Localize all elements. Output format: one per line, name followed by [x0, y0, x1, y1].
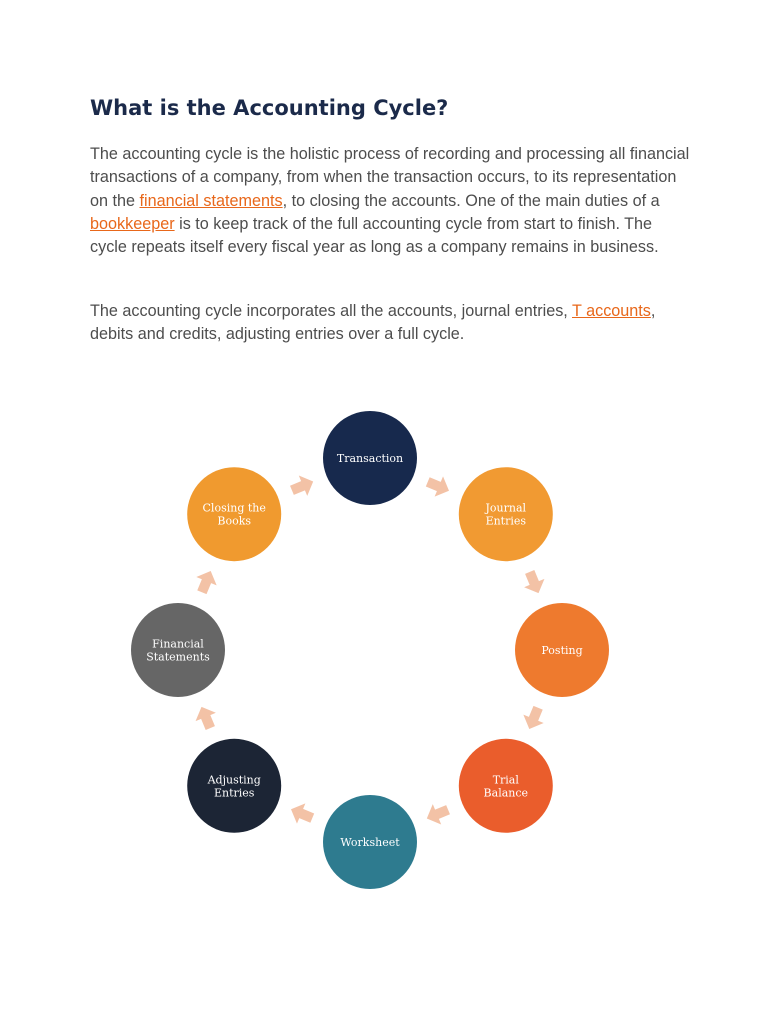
arrow-icon: [192, 567, 221, 597]
cycle-node-closing-the-books: [187, 467, 281, 561]
cycle-svg: [0, 380, 768, 910]
paragraph-text: , to closing the accounts. One of the main duties of a: [282, 191, 660, 210]
cycle-node-trial-balance: [459, 739, 553, 833]
cycle-node-financial-statements: [131, 603, 225, 697]
cycle-node-label: Posting: [541, 644, 583, 657]
cycle-node-label: Journal Entries: [485, 501, 527, 528]
cycle-arrow: [520, 568, 549, 598]
paragraph-text: The accounting cycle is the holistic process of recording and processing all financial transactions of a company, from when the transaction occurs, to its representation on the: [90, 145, 690, 210]
arrow-icon: [519, 704, 548, 734]
intro-paragraph: [90, 143, 690, 259]
paragraph-text: The accounting cycle incorporates all the accounts, journal entries,: [90, 302, 572, 320]
accounting-cycle-diagram: [0, 380, 768, 910]
cycle-arrow: [287, 799, 317, 828]
cycle-node-label: Trial Balance: [483, 773, 529, 800]
cycle-node-label: Transaction: [336, 452, 404, 465]
arrow-icon: [424, 472, 454, 501]
cycle-node-transaction: [323, 411, 417, 505]
paragraph-text: , debits and credits, adjusting entries over a full cycle.: [90, 302, 656, 344]
cycle-arrow: [423, 800, 453, 829]
cycle-node-posting: [515, 603, 609, 697]
arrow-icon: [288, 471, 318, 500]
arrow-icon: [191, 703, 220, 733]
t-accounts-link[interactable]: T accounts: [572, 302, 651, 320]
bookkeeper-link[interactable]: bookkeeper: [90, 214, 175, 233]
cycle-node-journal-entries: [459, 467, 553, 561]
cycle-arrow: [288, 471, 318, 500]
arrow-icon: [287, 799, 317, 828]
cycle-node-label: Adjusting Entries: [207, 773, 261, 800]
arrow-icon: [520, 568, 549, 598]
cycle-node-label: Closing the Books: [202, 501, 266, 528]
cycle-arrow: [191, 703, 220, 733]
financial-statements-link[interactable]: financial statements: [139, 191, 283, 210]
article-title: What is the Accounting Cycle?: [90, 96, 449, 120]
cycle-node-adjusting-entries: [187, 739, 281, 833]
cycle-node-label: Worksheet: [340, 836, 400, 849]
cycle-arrow: [519, 704, 548, 734]
cycle-node-worksheet: [323, 795, 417, 889]
arrow-icon: [423, 800, 453, 829]
second-paragraph: [90, 300, 690, 347]
paragraph-text: is to keep track of the full accounting cycle from start to finish. The cycle repeats itself every fiscal year as long as a company remains in business.: [90, 214, 659, 257]
cycle-arrow: [424, 472, 454, 501]
cycle-arrow: [192, 567, 221, 597]
cycle-node-label: Financial Statements: [146, 637, 210, 664]
